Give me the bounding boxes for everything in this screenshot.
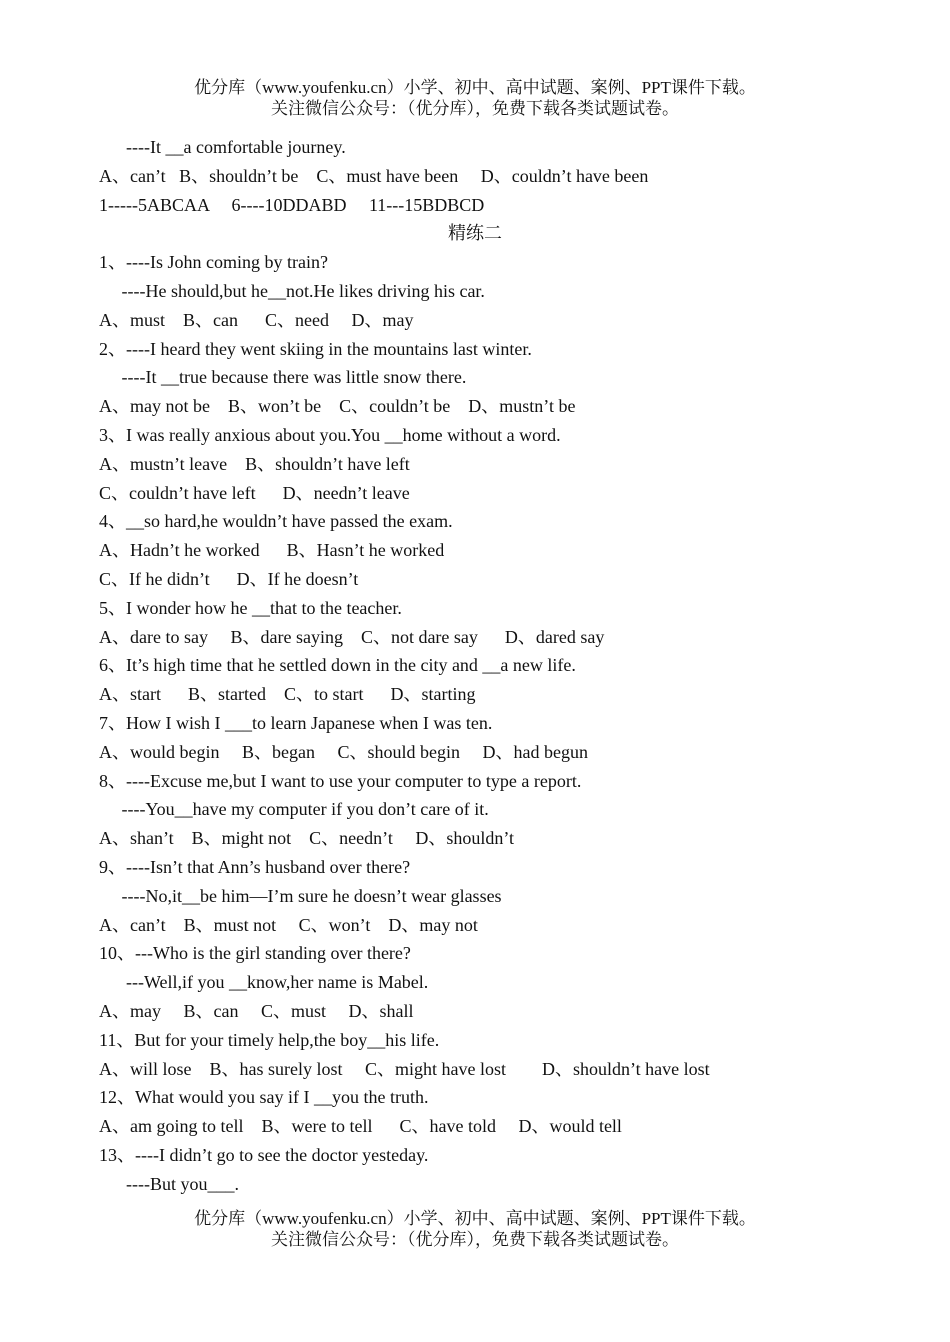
- text-line: ---Well,if you __know,her name is Mabel.: [99, 972, 429, 993]
- text-line: 6、It’s high time that he settled down in the city and __a new life.: [99, 655, 576, 676]
- text-line: A、may not be B、won’t be C、couldn’t be D、mustn’t be: [99, 396, 576, 417]
- text-line: 4、__so hard,he wouldn’t have passed the exam.: [99, 511, 453, 532]
- page-header-line-2: 关注微信公众号：（优分库），免费下载各类试题试卷。: [271, 99, 679, 118]
- text-line: 9、----Isn’t that Ann’s husband over there?: [99, 856, 411, 877]
- text-line: A、shan’t B、might not C、needn’t D、shouldn’t: [99, 828, 515, 849]
- text-line: A、may B、can C、must D、shall: [99, 1000, 414, 1021]
- text-line: ----He should,but he__not.He likes driving his car.: [99, 280, 485, 301]
- text-line: A、start B、started C、to start D、starting: [99, 684, 476, 705]
- document-body: [99, 133, 899, 1198]
- text-line: C、couldn’t have left D、needn’t leave: [99, 482, 410, 503]
- text-line: A、am going to tell B、were to tell C、have told D、would tell: [99, 1116, 622, 1137]
- text-line: 10、---Who is the girl standing over there?: [99, 943, 411, 964]
- text-line: 5、I wonder how he __that to the teacher.: [99, 597, 402, 618]
- text-line: ----It __a comfortable journey.: [99, 137, 346, 157]
- section-title: 精练二: [448, 223, 502, 244]
- text-line: ----You__have my computer if you don’t care of it.: [99, 799, 489, 820]
- text-line: A、will lose B、has surely lost C、might have lost D、shouldn’t have lost: [99, 1058, 710, 1079]
- text-line: A、would begin B、began C、should begin D、had begun: [99, 741, 588, 762]
- text-line: ----It __true because there was little snow there.: [99, 367, 467, 388]
- text-line: 8、----Excuse me,but I want to use your computer to type a report.: [99, 770, 582, 791]
- text-line: A、can’t B、shouldn’t be C、must have been D、couldn’t have been: [99, 165, 649, 186]
- text-line: 1、----Is John coming by train?: [99, 252, 328, 273]
- text-line: 1-----5ABCAA 6----10DDABD 11---15BDBCD: [99, 194, 485, 215]
- page-header-line-1: 优分库（www.youfenku.cn）小学、初中、高中试题、案例、PPT课件下载。: [194, 78, 756, 97]
- text-line: A、can’t B、must not C、won’t D、may not: [99, 914, 478, 935]
- text-line: ----But you___.: [99, 1173, 239, 1194]
- page-footer-line-2: 关注微信公众号：（优分库），免费下载各类试题试卷。: [271, 1230, 679, 1249]
- text-line: 2、----I heard they went skiing in the mountains last winter.: [99, 338, 532, 359]
- text-line: 13、----I didn’t go to see the doctor yesteday.: [99, 1144, 429, 1165]
- text-line: A、Hadn’t he worked B、Hasn’t he worked: [99, 540, 445, 561]
- text-line: ----No,it__be him—I’m sure he doesn’t wear glasses: [99, 885, 502, 906]
- text-line: C、If he didn’t D、If he doesn’t: [99, 568, 359, 589]
- text-line: A、must B、can C、need D、may: [99, 309, 414, 330]
- text-line: 7、How I wish I ___to learn Japanese when I was ten.: [99, 712, 493, 733]
- text-line: A、mustn’t leave B、shouldn’t have left: [99, 453, 410, 474]
- page-footer-line-1: 优分库（www.youfenku.cn）小学、初中、高中试题、案例、PPT课件下载。: [194, 1209, 756, 1228]
- text-line: 11、But for your timely help,the boy__his life.: [99, 1029, 440, 1050]
- text-line: A、dare to say B、dare saying C、not dare say D、dared say: [99, 626, 605, 647]
- text-line: 12、What would you say if I __you the truth.: [99, 1087, 429, 1108]
- text-line: 3、I was really anxious about you.You __home without a word.: [99, 424, 561, 445]
